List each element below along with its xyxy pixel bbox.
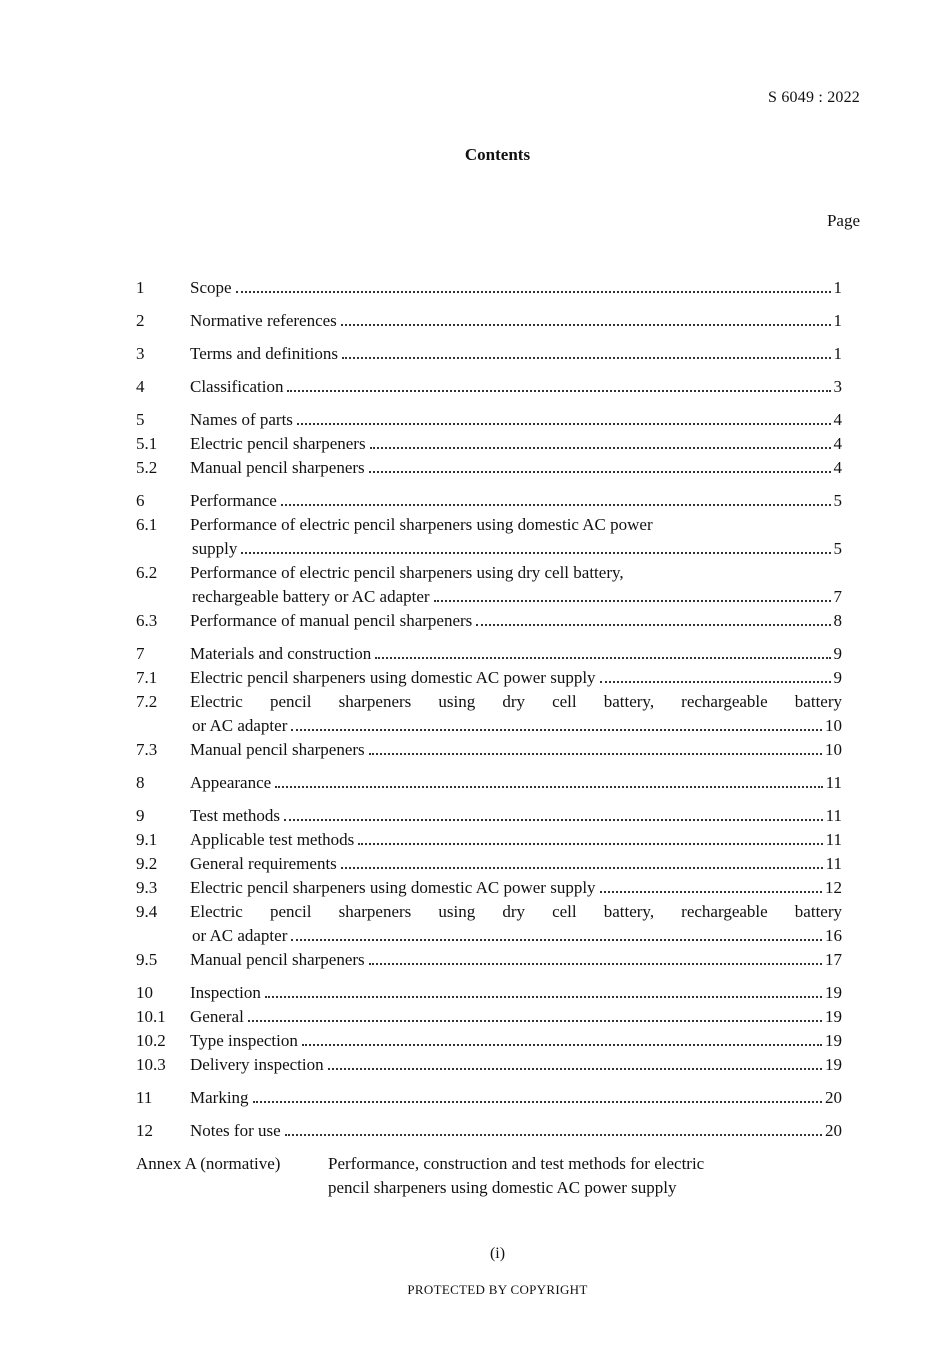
toc-entry-title: Electric pencil sharpeners using domestic AC power supply xyxy=(190,878,596,897)
toc-entry-title: Scope xyxy=(190,278,232,297)
toc-entry[interactable] xyxy=(136,876,842,900)
toc-entry-page: 17 xyxy=(825,950,842,969)
toc-entry-number: 10.2 xyxy=(136,1031,166,1050)
dot-leader xyxy=(600,890,822,893)
toc-group xyxy=(136,375,842,399)
toc-entry-page: 20 xyxy=(825,1121,842,1140)
toc-entry-page: 11 xyxy=(825,773,842,792)
toc-entry-page: 4 xyxy=(833,458,842,477)
toc-entry[interactable] xyxy=(136,690,842,738)
toc-entry-title: Electric pencil sharpeners using domestic AC power supply xyxy=(190,668,596,687)
toc-entry[interactable] xyxy=(136,948,842,972)
dot-leader xyxy=(375,656,830,659)
toc-entry-page: 1 xyxy=(833,311,842,330)
toc-group xyxy=(136,489,842,633)
dot-leader xyxy=(284,818,823,821)
toc-entry[interactable] xyxy=(136,432,842,456)
toc-entry[interactable] xyxy=(136,852,842,876)
toc-entry-title: or AC adapter xyxy=(192,716,288,735)
page-folio: (i) xyxy=(489,1245,506,1262)
dot-leader xyxy=(285,1133,822,1136)
toc-entry-page: 8 xyxy=(833,611,842,630)
toc-entry[interactable] xyxy=(136,1086,842,1110)
annex-label: Annex A (normative) xyxy=(136,1154,281,1173)
toc-entry-title: Notes for use xyxy=(190,1121,281,1140)
toc-entry[interactable] xyxy=(136,828,842,852)
toc-entry-number: 9.5 xyxy=(136,950,158,969)
toc-entry-number: 7.1 xyxy=(136,668,158,687)
toc-entry-page: 11 xyxy=(825,806,842,825)
copyright-notice: PROTECTED BY COPYRIGHT xyxy=(407,1282,588,1297)
toc-entry[interactable] xyxy=(136,738,842,762)
toc-entry[interactable] xyxy=(136,771,842,795)
toc-entry[interactable] xyxy=(136,489,842,513)
toc-entry-title-line: Performance of electric pencil sharpeners using domestic AC power xyxy=(190,515,653,534)
toc-entry-number: 5.2 xyxy=(136,458,158,477)
toc-entry-page: 9 xyxy=(833,668,842,687)
toc-entry[interactable] xyxy=(136,1119,842,1143)
dot-leader xyxy=(265,995,822,998)
toc-group xyxy=(136,771,842,795)
dot-leader xyxy=(281,503,831,506)
dot-leader xyxy=(341,866,823,869)
toc-entry-number: 3 xyxy=(136,344,145,363)
toc-entry[interactable] xyxy=(136,1053,842,1077)
toc-entry[interactable] xyxy=(136,1029,842,1053)
toc-entry-title: rechargeable battery or AC adapter xyxy=(192,587,430,606)
dot-leader xyxy=(342,356,830,359)
toc-entry-page: 4 xyxy=(833,434,842,453)
toc-entry-title: or AC adapter xyxy=(192,926,288,945)
toc-entry-page: 10 xyxy=(825,716,842,735)
toc-entry-title: Manual pencil sharpeners xyxy=(190,458,365,477)
toc-entry[interactable] xyxy=(136,642,842,666)
toc-entry-page: 12 xyxy=(825,878,842,897)
toc-entry[interactable] xyxy=(136,981,842,1005)
toc-entry[interactable] xyxy=(136,276,842,300)
toc-entry-page: 19 xyxy=(825,983,842,1002)
toc-entry-number: 10 xyxy=(136,983,153,1002)
toc-entry[interactable] xyxy=(136,342,842,366)
toc-group xyxy=(136,276,842,300)
toc-entry[interactable] xyxy=(136,309,842,333)
toc-entry-title: Manual pencil sharpeners xyxy=(190,740,365,759)
toc-entry-page: 16 xyxy=(825,926,842,945)
toc-entry-number: 6.3 xyxy=(136,611,158,630)
toc-entry-page: 5 xyxy=(833,491,842,510)
toc-entry-title: General requirements xyxy=(190,854,337,873)
toc-entry-number: 6.1 xyxy=(136,515,158,534)
toc-entry[interactable] xyxy=(136,513,842,561)
toc-entry[interactable] xyxy=(136,900,842,948)
toc-entry-title: supply xyxy=(192,539,238,558)
toc-entry-number: 4 xyxy=(136,377,145,396)
toc-group xyxy=(136,804,842,972)
toc-group xyxy=(136,342,842,366)
dot-leader xyxy=(341,323,831,326)
toc-entry-number: 7.2 xyxy=(136,692,158,711)
toc-entry-number: 9 xyxy=(136,806,145,825)
toc-entry-title: Performance of manual pencil sharpeners xyxy=(190,611,473,630)
toc-entry[interactable] xyxy=(136,375,842,399)
dot-leader xyxy=(236,290,831,293)
toc-entry[interactable] xyxy=(136,666,842,690)
toc-entry-page: 3 xyxy=(833,377,842,396)
dot-leader xyxy=(369,962,822,965)
dot-leader xyxy=(358,842,822,845)
dot-leader xyxy=(434,599,831,602)
table-of-contents xyxy=(136,276,842,1200)
toc-entry-page: 5 xyxy=(833,539,842,558)
toc-entry-page: 11 xyxy=(825,830,842,849)
dot-leader xyxy=(370,446,831,449)
toc-entry-number: 5.1 xyxy=(136,434,158,453)
toc-entry-page: 19 xyxy=(825,1055,842,1074)
dot-leader xyxy=(369,752,822,755)
dot-leader xyxy=(476,623,830,626)
toc-entry-title: Inspection xyxy=(190,983,261,1002)
dot-leader xyxy=(253,1100,822,1103)
toc-entry-number: 8 xyxy=(136,773,145,792)
toc-entry-number: 9.4 xyxy=(136,902,158,921)
toc-entry-page: 9 xyxy=(833,644,842,663)
toc-entry-title: Names of parts xyxy=(190,410,293,429)
toc-entry-page: 1 xyxy=(833,344,842,363)
toc-entry-title: Manual pencil sharpeners xyxy=(190,950,365,969)
toc-entry-title: Performance xyxy=(190,491,277,510)
toc-entry-title: Classification xyxy=(190,377,284,396)
toc-entry-number: 6 xyxy=(136,491,145,510)
toc-entry[interactable] xyxy=(136,408,842,432)
toc-entry-title: Appearance xyxy=(190,773,272,792)
toc-entry-number: 9.2 xyxy=(136,854,158,873)
toc-entry-title: Delivery inspection xyxy=(190,1055,324,1074)
toc-entry-number: 7 xyxy=(136,644,145,663)
toc-annex-entry[interactable] xyxy=(136,1152,842,1200)
annex-title-line: pencil sharpeners using domestic AC power supply xyxy=(328,1178,677,1197)
toc-entry-page: 1 xyxy=(833,278,842,297)
toc-entry-page: 4 xyxy=(833,410,842,429)
toc-entry-title: Electric pencil sharpeners xyxy=(190,434,366,453)
toc-entry-number: 10.3 xyxy=(136,1055,166,1074)
dot-leader xyxy=(241,551,830,554)
toc-group xyxy=(136,408,842,480)
toc-entry-number: 2 xyxy=(136,311,145,330)
toc-entry-title-line: Performance of electric pencil sharpeners using dry cell battery, xyxy=(190,563,624,582)
toc-group xyxy=(136,1086,842,1110)
toc-entry-title: General xyxy=(190,1007,244,1026)
toc-entry[interactable] xyxy=(136,456,842,480)
toc-entry[interactable] xyxy=(136,609,842,633)
toc-group xyxy=(136,642,842,762)
standard-number: S 6049 : 2022 xyxy=(768,89,860,106)
dot-leader xyxy=(275,785,822,788)
toc-entry-title: Normative references xyxy=(190,311,337,330)
toc-entry-page: 19 xyxy=(825,1007,842,1026)
toc-entry-title-line: Electric pencil sharpeners using dry cell battery, rechargeable battery xyxy=(190,692,842,711)
toc-group xyxy=(136,309,842,333)
page-column-label: Page xyxy=(826,211,860,230)
dot-leader xyxy=(291,728,822,731)
page-title: Contents xyxy=(464,145,531,164)
toc-group xyxy=(136,981,842,1077)
toc-entry[interactable] xyxy=(136,804,842,828)
toc-entry-title-line: Electric pencil sharpeners using dry cell battery, rechargeable battery xyxy=(190,902,842,921)
annex-title-line: Performance, construction and test methods for electric xyxy=(328,1154,705,1173)
dot-leader xyxy=(287,389,830,392)
toc-entry-page: 10 xyxy=(825,740,842,759)
toc-entry-number: 9.1 xyxy=(136,830,158,849)
toc-entry-title: Terms and definitions xyxy=(190,344,339,363)
toc-entry[interactable] xyxy=(136,561,842,609)
toc-entry-title: Marking xyxy=(190,1088,249,1107)
toc-group xyxy=(136,1119,842,1143)
toc-entry-page: 19 xyxy=(825,1031,842,1050)
dot-leader xyxy=(302,1043,822,1046)
toc-entry-page: 20 xyxy=(825,1088,842,1107)
toc-entry-title: Materials and construction xyxy=(190,644,372,663)
toc-entry-number: 10.1 xyxy=(136,1007,166,1026)
toc-entry-number: 7.3 xyxy=(136,740,158,759)
dot-leader xyxy=(328,1067,822,1070)
toc-entry-number: 6.2 xyxy=(136,563,158,582)
toc-entry[interactable] xyxy=(136,1005,842,1029)
dot-leader xyxy=(369,470,831,473)
toc-entry-title: Type inspection xyxy=(190,1031,298,1050)
toc-entry-number: 9.3 xyxy=(136,878,158,897)
toc-entry-title: Test methods xyxy=(190,806,280,825)
toc-entry-page: 7 xyxy=(833,587,842,606)
toc-entry-page: 11 xyxy=(825,854,842,873)
dot-leader xyxy=(248,1019,822,1022)
toc-entry-title: Applicable test methods xyxy=(190,830,355,849)
toc-entry-number: 12 xyxy=(136,1121,153,1140)
toc-entry-number: 5 xyxy=(136,410,145,429)
toc-entry-number: 1 xyxy=(136,278,145,297)
dot-leader xyxy=(291,938,822,941)
dot-leader xyxy=(297,422,831,425)
dot-leader xyxy=(600,680,831,683)
toc-entry-number: 11 xyxy=(136,1088,153,1107)
